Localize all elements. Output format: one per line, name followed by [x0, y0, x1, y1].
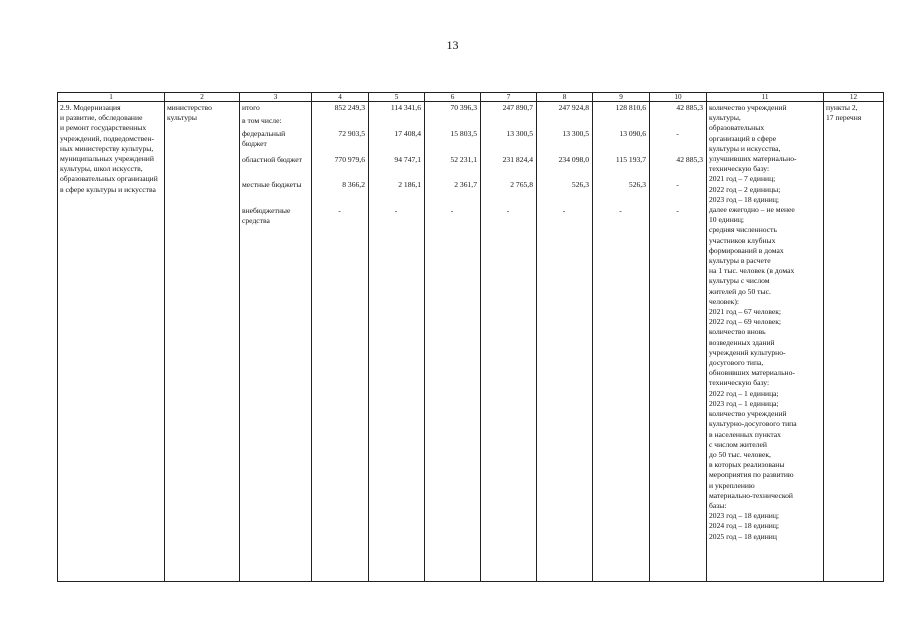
amount: 115 193,7: [615, 154, 646, 164]
indicator-line: культуры,: [709, 113, 741, 123]
indicator-line: средняя численность: [709, 225, 777, 235]
funding-source: в том числе:: [242, 116, 282, 125]
indicator-line: 2024 год – 18 единиц;: [709, 521, 780, 531]
amount: -: [676, 205, 679, 215]
executor-line: культуры: [167, 113, 197, 123]
executor-cell: [165, 102, 240, 582]
budget-table: [57, 92, 884, 582]
amount: 231 824,4: [502, 154, 533, 164]
measure-line: 2.9. Модернизация: [60, 103, 121, 112]
indicator-line: 2022 год – 1 единица;: [709, 388, 779, 398]
indicator-line: формирований в домах: [709, 245, 784, 255]
amount: -: [562, 205, 566, 215]
indicator-line: организаций в сфере: [709, 133, 777, 143]
funding-source: итого: [242, 103, 260, 112]
indicator-line: до 50 тыс. человек,: [709, 449, 771, 459]
amount-cell: [425, 102, 481, 582]
measure-line: учреждений, подведомствен-: [60, 133, 155, 143]
indicator-line: 2025 год – 18 единиц: [709, 531, 777, 541]
amount: -: [394, 205, 398, 215]
indicator-line: участников клубных: [709, 235, 776, 245]
indicator-line: с числом жителей: [709, 439, 767, 449]
indicator-line: образовательных: [709, 123, 765, 133]
indicator-line: техническую базу:: [709, 378, 770, 388]
indicator-line: далее ежегодно – не менее: [709, 205, 795, 215]
measure-line: в сфере культуры и искусства: [60, 184, 156, 194]
indicator-line: в которых реализованы: [709, 460, 785, 470]
amount: 13 090,6: [619, 129, 646, 138]
amount: 526,3: [571, 180, 589, 189]
amount: -: [450, 205, 454, 215]
indicator-line: культуры с числом: [709, 276, 770, 286]
amount: [371, 116, 421, 129]
amount: [595, 116, 646, 129]
amount: 247 924,8: [558, 103, 589, 112]
indicator-line: 2022 год – 2 единицы;: [709, 184, 781, 194]
column-number: 10: [650, 93, 707, 102]
column-number: 3: [240, 93, 312, 102]
funding-source-cell: [240, 102, 312, 582]
indicator-line: техническую базу:: [709, 164, 770, 174]
indicator-line: культурно-досугового типа: [709, 419, 797, 429]
amount: 2 186,1: [398, 180, 421, 189]
indicator-line: количество учреждений: [709, 103, 787, 112]
funding-source: внебюджетные средства: [242, 205, 291, 225]
indicator-line: человек):: [709, 296, 740, 306]
indicator-line: 2023 год – 18 единиц;: [709, 194, 780, 204]
amount: -: [506, 205, 510, 215]
amount-cell: [537, 102, 593, 582]
indicator-line: 2023 год – 18 единиц;: [709, 511, 780, 521]
column-number: 9: [593, 93, 650, 102]
amount: -: [676, 129, 679, 138]
indicator-line: 2021 год – 67 человек;: [709, 307, 782, 317]
amount-cell: [481, 102, 537, 582]
reference-line: пункты 2,: [826, 103, 858, 112]
indicator-line: культуры и искусства,: [709, 143, 781, 153]
indicator-line: обновивших материально-: [709, 368, 795, 378]
amount: 72 903,5: [338, 129, 365, 138]
executor-line: министерство: [167, 103, 212, 112]
amount: [483, 116, 533, 129]
column-number: 11: [707, 93, 824, 102]
indicator-line: досугового типа,: [709, 358, 764, 368]
page-number: 13: [446, 38, 459, 52]
amount: 114 341,6: [390, 103, 421, 112]
amount: [427, 116, 477, 129]
indicator-line: на 1 тыс. человек (в домах: [709, 266, 795, 276]
amount: 52 231,1: [450, 154, 477, 164]
indicator-line: возведенных зданий: [709, 337, 775, 347]
amount: 94 747,1: [394, 154, 421, 164]
measure-line: ных министерству культуры,: [60, 143, 154, 153]
indicator-line: и укреплению: [709, 480, 755, 490]
amount-cell: [369, 102, 425, 582]
amount: 2 361,7: [454, 180, 477, 189]
indicator-cell: [707, 102, 824, 582]
amount: [652, 116, 703, 129]
column-number: 1: [58, 93, 165, 102]
indicator-line: жителей до 50 тыс.: [709, 286, 771, 296]
amount: 17 408,4: [394, 129, 421, 138]
indicator-line: улучшивших материально-: [709, 154, 797, 164]
indicator-line: учреждений культурно-: [709, 347, 786, 357]
amount: 234 098,0: [558, 154, 589, 164]
reference-line: 17 перечня: [826, 113, 862, 123]
amount: [314, 116, 365, 129]
indicator-line: 2021 год – 7 единиц;: [709, 174, 776, 184]
indicator-line: мероприятия по развитию: [709, 470, 794, 480]
column-number-row: [58, 93, 884, 102]
amount: 13 300,5: [562, 129, 589, 138]
amount: -: [619, 205, 622, 215]
measure-line: муниципальных учреждений: [60, 154, 154, 164]
amount: 42 885,3: [676, 154, 703, 164]
column-number: 5: [369, 93, 425, 102]
amount: 128 810,6: [615, 103, 646, 112]
amount: 526,3: [628, 180, 646, 189]
measure-line: и ремонт государственных: [60, 123, 147, 133]
amount: -: [676, 180, 679, 189]
indicator-line: 2022 год – 69 человек;: [709, 317, 782, 327]
amount-cell: [650, 102, 707, 582]
amount: 2 765,8: [510, 180, 533, 189]
amount-cell: [593, 102, 650, 582]
column-number: 6: [425, 93, 481, 102]
column-number: 4: [312, 93, 369, 102]
measure-cell: [58, 102, 165, 582]
indicator-line: количество учреждений: [709, 409, 787, 419]
amount: 247 890,7: [502, 103, 533, 112]
amount: 852 249,3: [334, 103, 365, 112]
amount: 770 979,6: [334, 154, 365, 164]
measure-line: культуры, школ искусств,: [60, 164, 143, 174]
indicator-line: 2023 год – 1 единица;: [709, 398, 779, 408]
column-number: 7: [481, 93, 537, 102]
indicator-line: в населенных пунктах: [709, 429, 781, 439]
column-number: 8: [537, 93, 593, 102]
funding-source: федеральный бюджет: [242, 129, 286, 149]
column-number: 2: [165, 93, 240, 102]
funding-source: местные бюджеты: [242, 180, 302, 189]
amount: 42 885,3: [676, 103, 703, 112]
reference-cell: [824, 102, 884, 582]
column-number: 12: [824, 93, 884, 102]
table-row: [58, 102, 884, 582]
indicator-line: 10 единиц;: [709, 215, 744, 225]
indicator-line: материально-технической: [709, 490, 793, 500]
measure-line: и развитие, обследование: [60, 113, 143, 123]
amount: 70 396,3: [450, 103, 477, 112]
funding-source: областной бюджет: [242, 154, 302, 164]
measure-line: образовательных организаций: [60, 174, 158, 184]
indicator-line: базы:: [709, 500, 727, 510]
amount-cell: [312, 102, 369, 582]
amount: [539, 116, 589, 129]
indicator-line: количество вновь: [709, 327, 766, 337]
amount: 13 300,5: [506, 129, 533, 138]
amount: 8 366,2: [342, 180, 365, 189]
amount: -: [338, 205, 341, 215]
amount: 15 803,5: [450, 129, 477, 138]
indicator-line: культуры в расчете: [709, 256, 771, 266]
